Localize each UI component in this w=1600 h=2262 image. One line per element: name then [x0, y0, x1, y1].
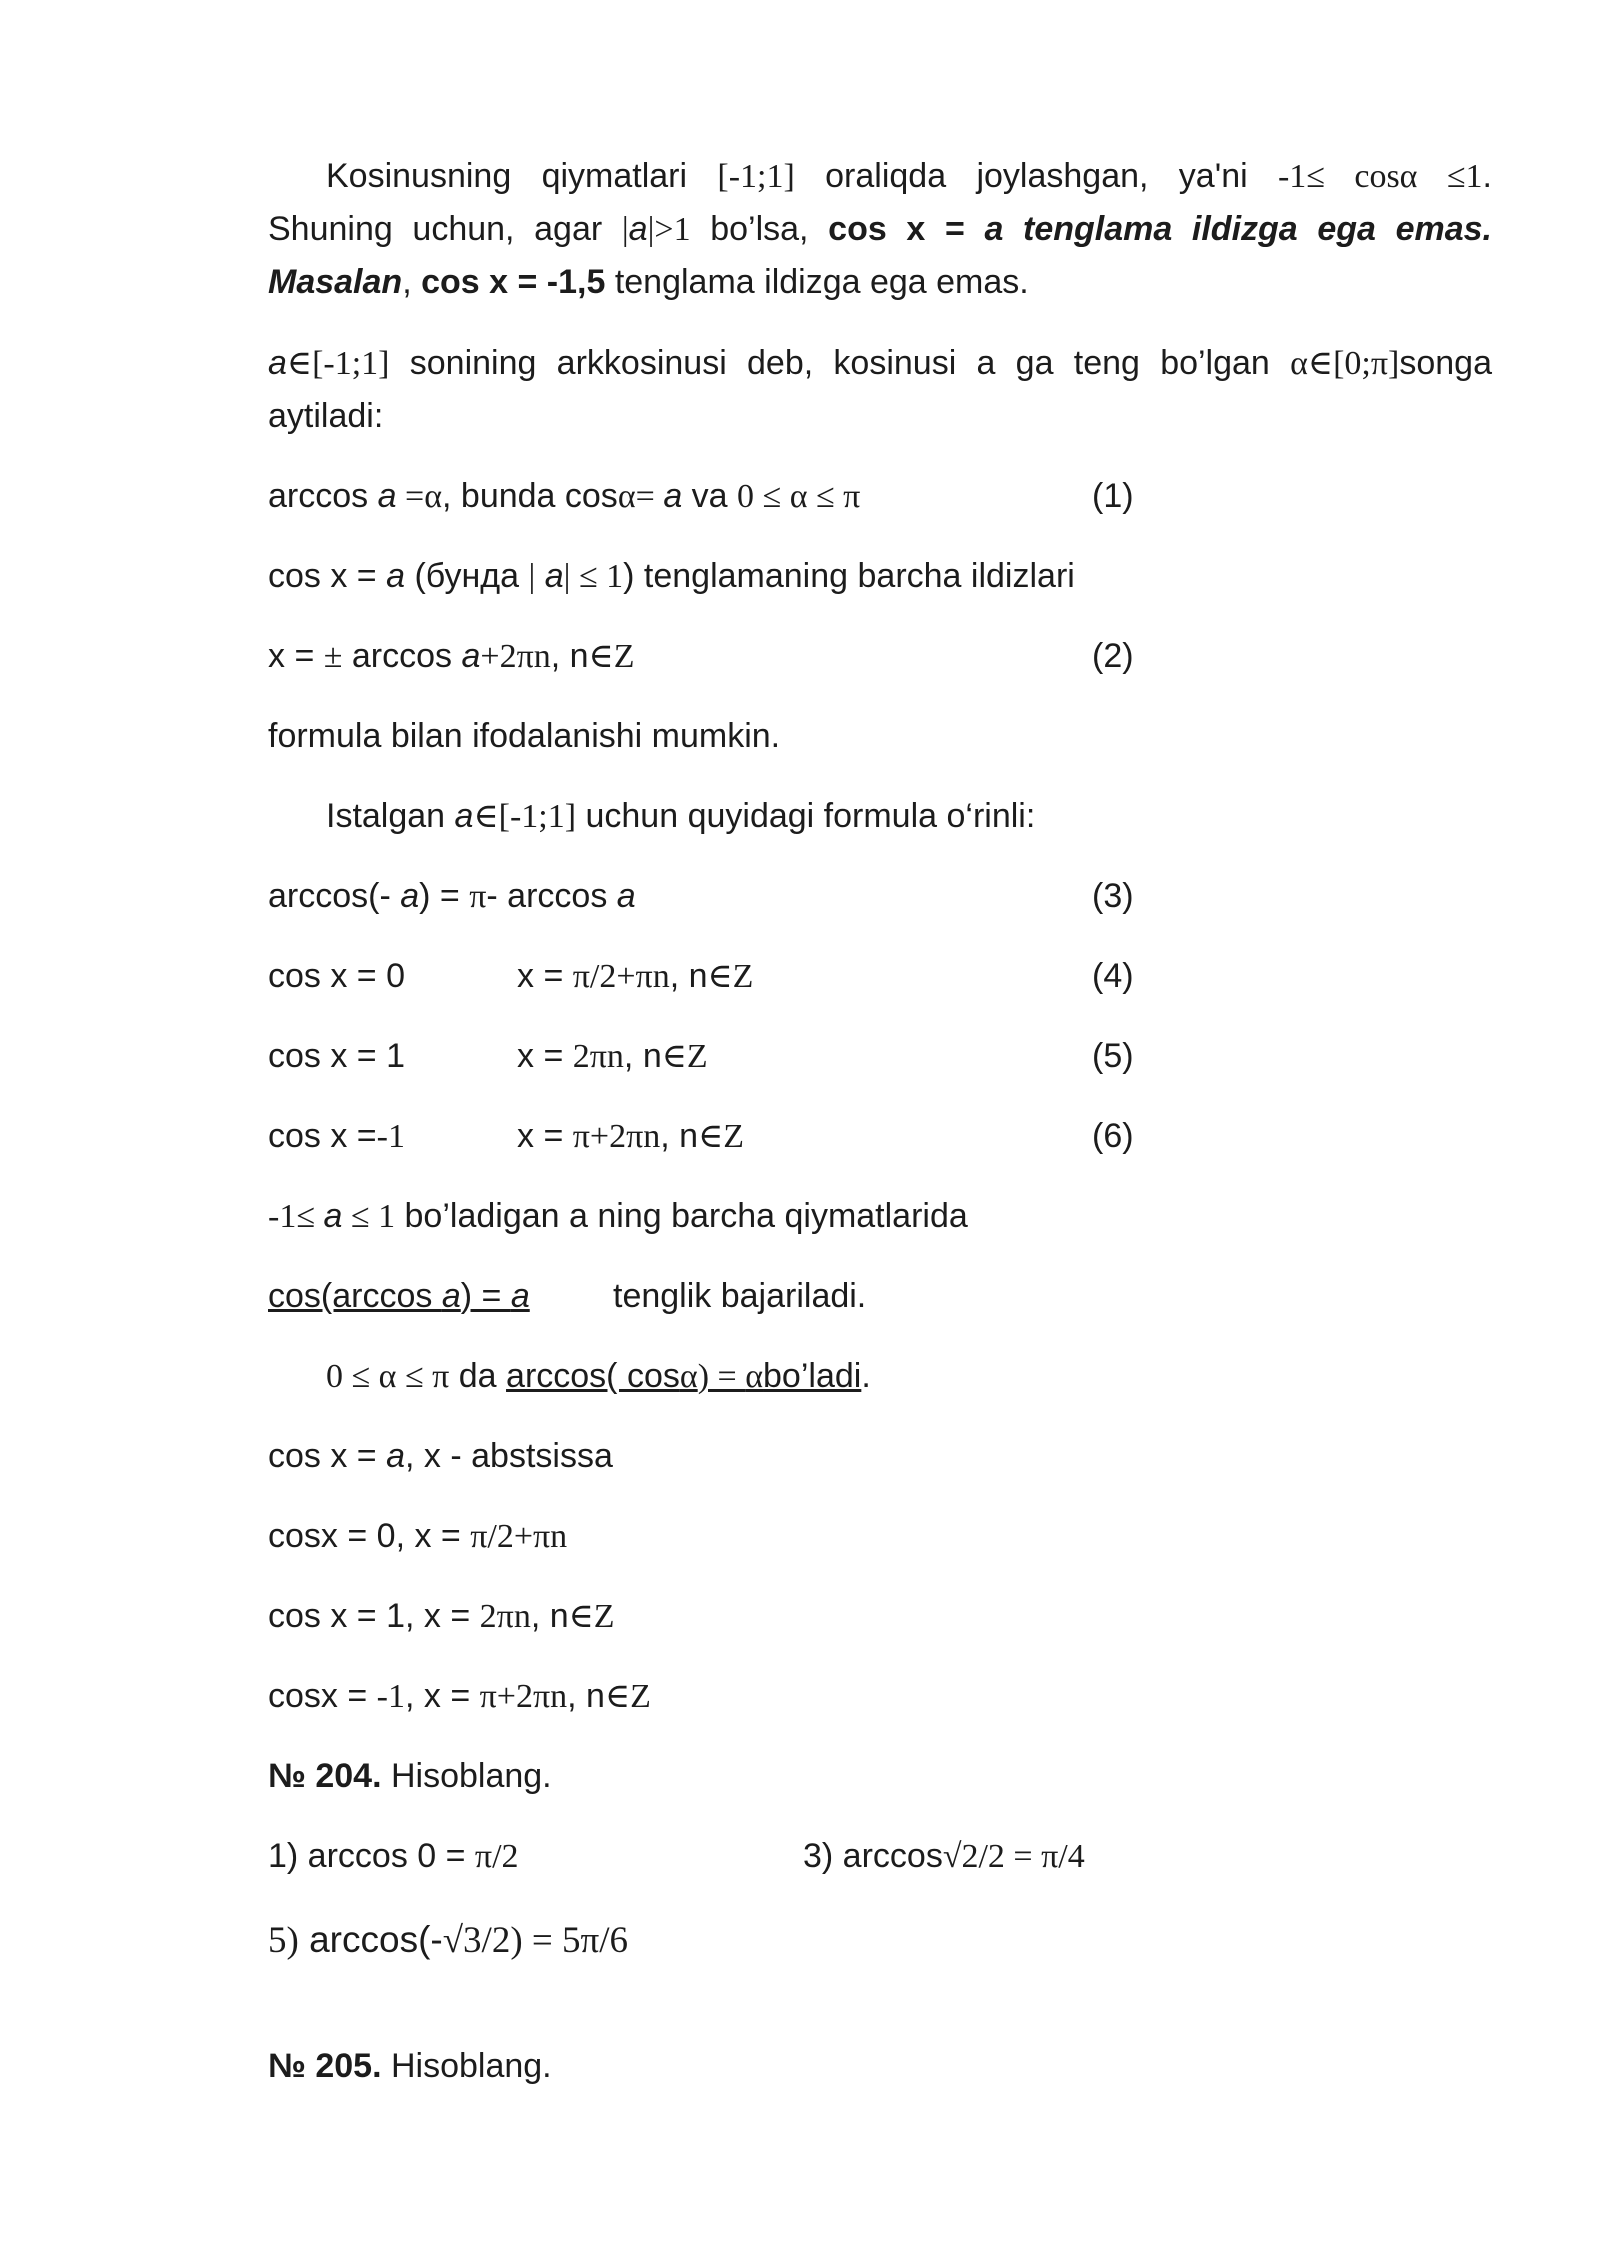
formula-5-number: (5)	[1092, 1037, 1134, 1075]
formula-2-number: (2)	[1092, 637, 1134, 675]
identity-formula: cos(arccos a) = a	[268, 1277, 530, 1315]
paragraph-2-line-1: a∈[-1;1] sonining arkkosinusi deb, kosinusi a ga teng bo’lgan α∈[0;π]songa	[268, 344, 1492, 382]
case-zero-line: cosx = 0, x = π/2+πn	[268, 1517, 568, 1555]
inverse-identity-line: 0 ≤ α ≤ π da arccos( cosα) = αbo’ladi.	[326, 1357, 871, 1395]
exercise-205-heading: № 205. Hisoblang.	[268, 2047, 552, 2085]
inverse-identity-formula: arccos( cosα) = αbo’ladi	[506, 1357, 862, 1395]
exercise-204-item-3: 3) arccos√2/2 = π/4	[803, 1837, 1085, 1875]
exercise-204-item-1: 1) arccos 0 = π/2	[268, 1837, 519, 1875]
case-minus-one-line: cosx = -1, x = π+2πn, n∈Z	[268, 1677, 651, 1715]
paragraph-1-line-2: Shuning uchun, agar |a|>1 bo’lsa, cos x = a tenglama ildizga ega emas.	[268, 210, 1492, 248]
formula-6-right: x = π+2πn, n∈Z	[517, 1117, 745, 1155]
paragraph-1-line-1: Kosinusning qiymatlari [-1;1] oraliqda joylashgan, ya'ni -1≤ cosα ≤1.	[326, 157, 1492, 195]
formula-3-intro: Istalgan a∈[-1;1] uchun quyidagi formula o‘rinli:	[326, 797, 1036, 835]
exercise-204-heading: № 204. Hisoblang.	[268, 1757, 552, 1795]
paragraph-1-line-3: Masalan, cos x = -1,5 tenglama ildizga ega emas.	[268, 263, 1029, 301]
formula-3: arccos(- a) = π- arccos a	[268, 877, 636, 915]
formula-4-left: cos x = 0	[268, 957, 406, 995]
formula-4-right: x = π/2+πn, n∈Z	[517, 957, 754, 995]
formula-2: x = ± arccos a+2πn, n∈Z	[268, 637, 635, 675]
formula-5-right: x = 2πn, n∈Z	[517, 1037, 708, 1075]
identity-text: tenglik bajariladi.	[613, 1277, 867, 1315]
formula-5-left: cos x = 1	[268, 1037, 406, 1075]
abscissa-line: cos x = a, x - abstsissa	[268, 1437, 613, 1475]
formula-1-description: cos x = a (бунда | a| ≤ 1) tenglamaning barcha ildizlari	[268, 557, 1075, 595]
formula-4-number: (4)	[1092, 957, 1134, 995]
formula-2-description: formula bilan ifodalanishi mumkin.	[268, 717, 781, 755]
formula-1-number: (1)	[1092, 477, 1134, 515]
formula-3-number: (3)	[1092, 877, 1134, 915]
formula-6-left: cos x =-1	[268, 1117, 405, 1155]
exercise-204-item-5: 5) arccos(-√3/2) = 5π/6	[268, 1919, 628, 1961]
case-one-line: cos x = 1, x = 2πn, n∈Z	[268, 1597, 615, 1635]
paragraph-2-line-2: aytiladi:	[268, 397, 384, 435]
formula-1: arccos a =α, bunda cosα= a va 0 ≤ α ≤ π	[268, 477, 861, 515]
formula-6-number: (6)	[1092, 1117, 1134, 1155]
identity-line	[268, 1276, 530, 1316]
condition-line: -1≤ a ≤ 1 bo’ladigan a ning barcha qiymatlarida	[268, 1197, 968, 1235]
